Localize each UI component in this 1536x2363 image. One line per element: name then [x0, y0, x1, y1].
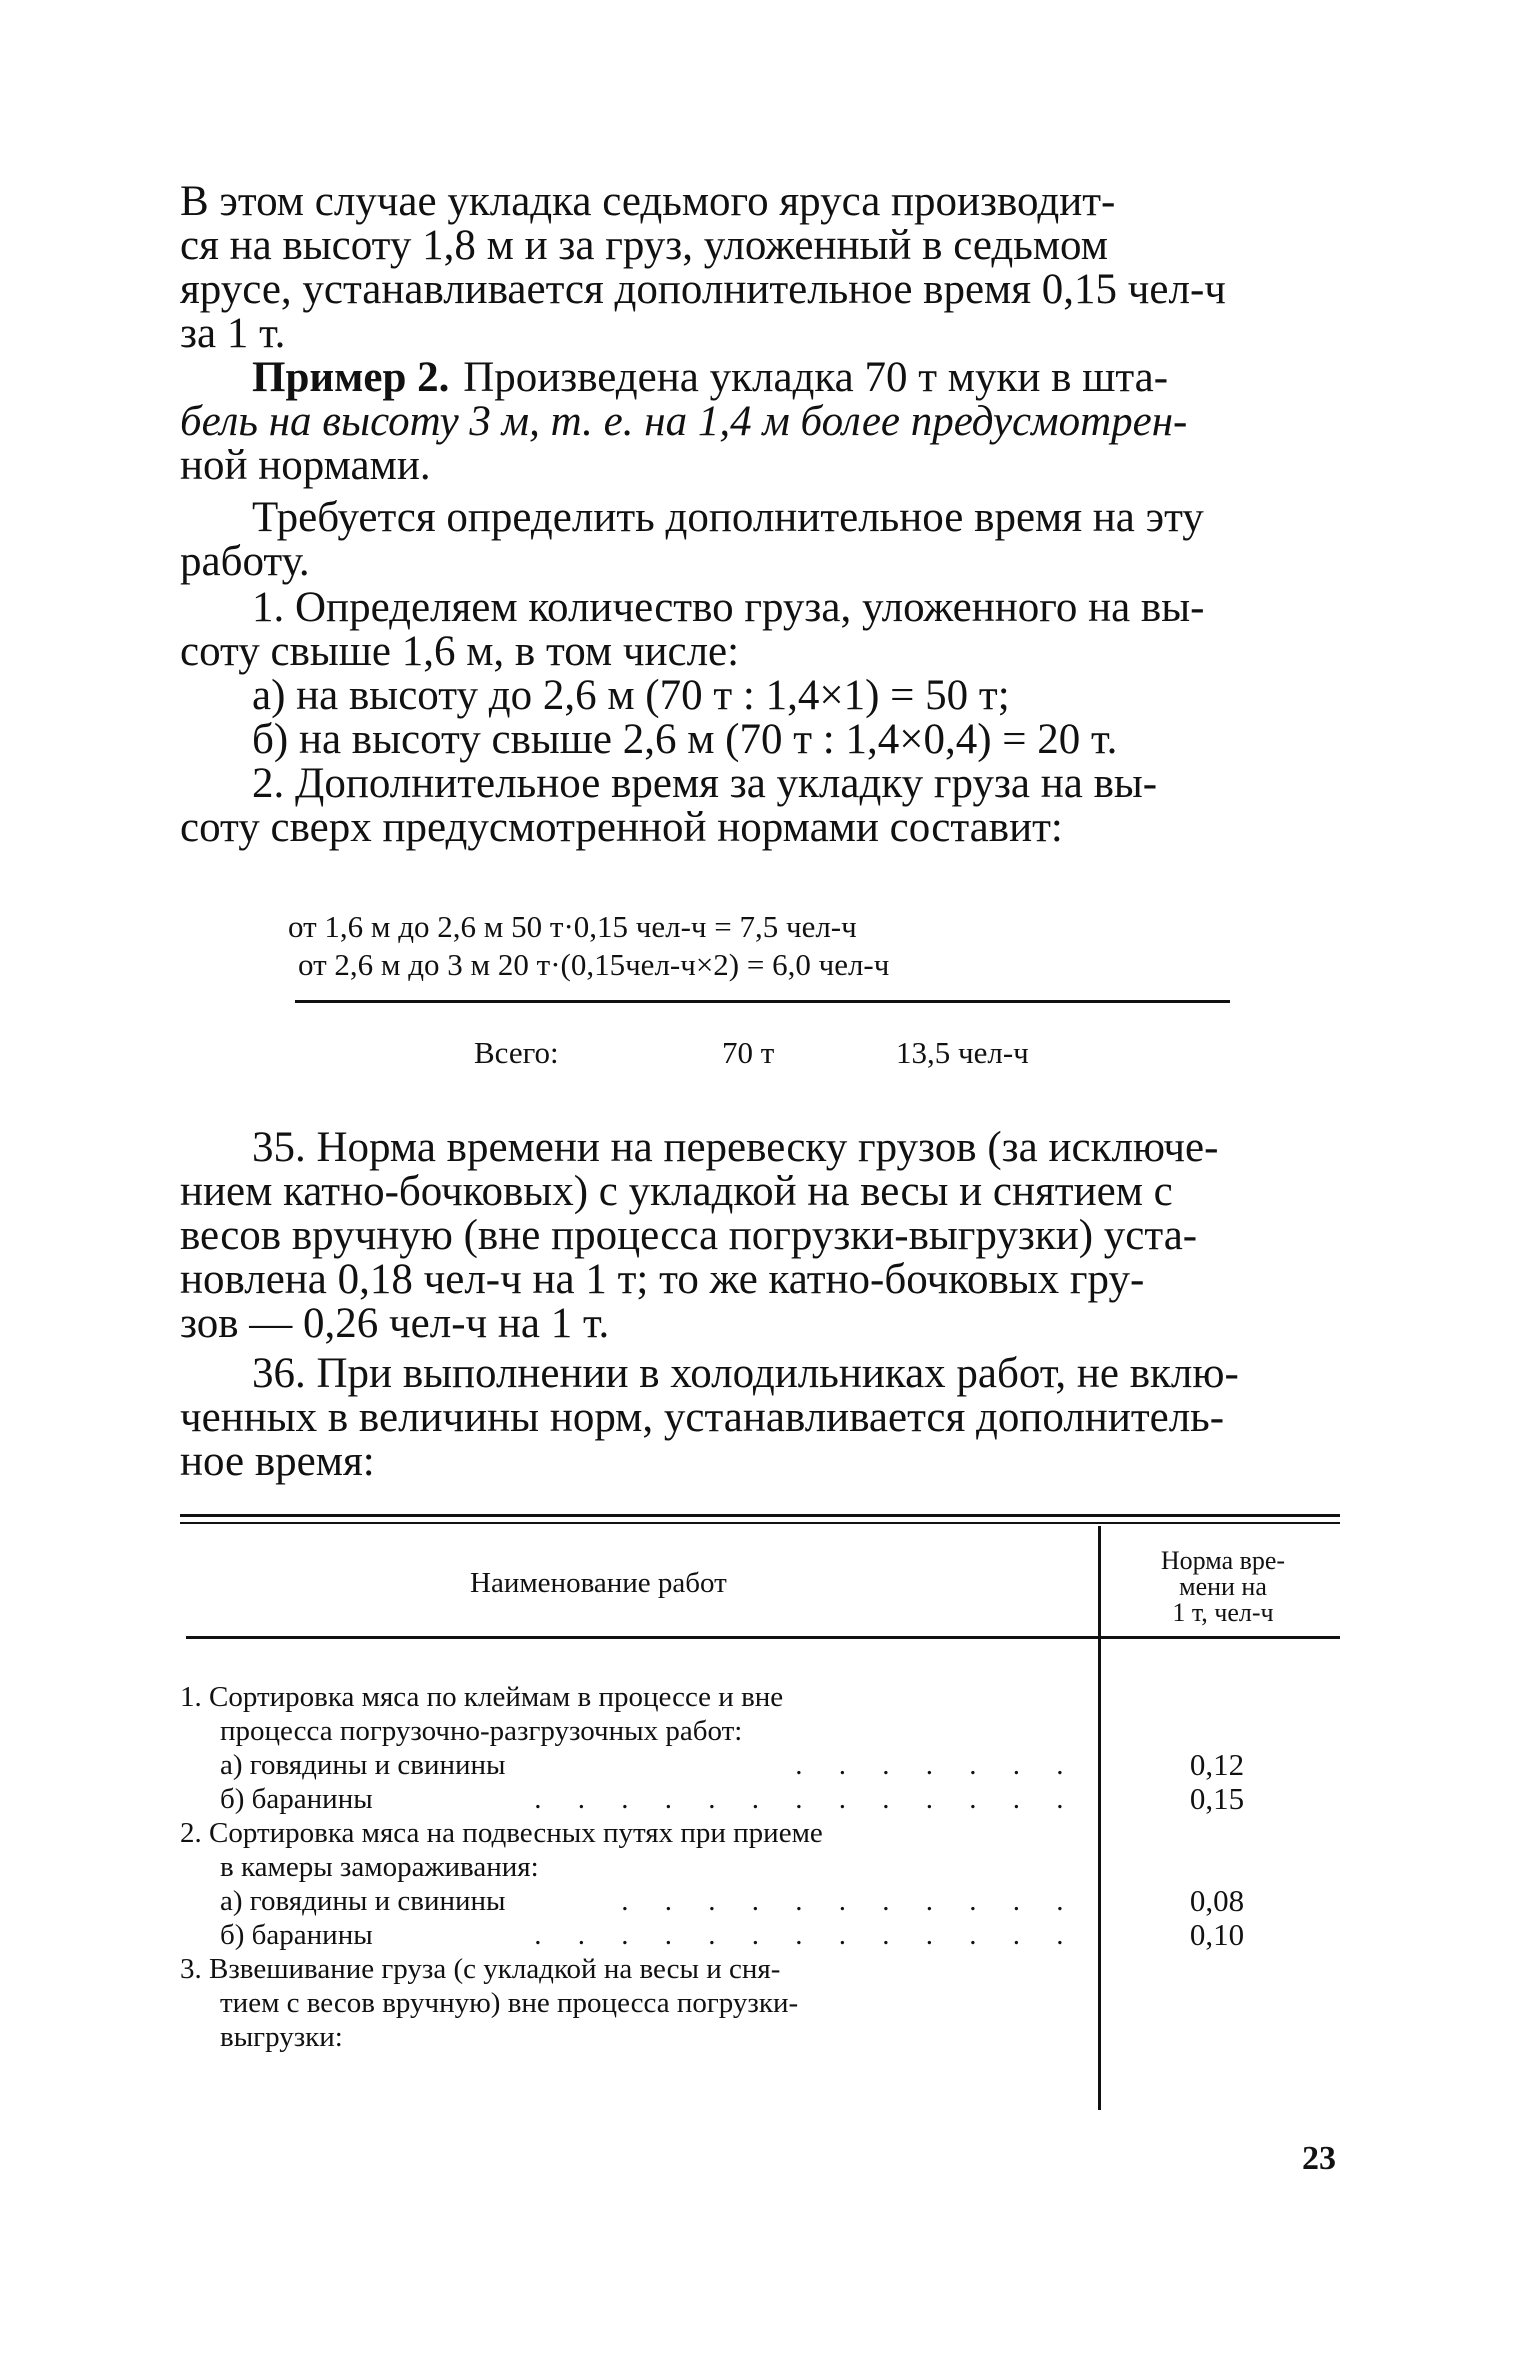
table-row: 1. Сортировка мяса по клеймам в процессе и вне: [180, 1681, 784, 1713]
table-row: а) говядины и свинины . . . . . . .: [220, 1749, 1078, 1781]
text-line: Требуется определить дополнительное время на эту: [252, 494, 1204, 541]
table-row: процесса погрузочно-разгрузочных работ:: [220, 1715, 743, 1747]
text-line: ченных в величины норм, устанавливается дополнитель-: [180, 1394, 1225, 1441]
norm-value: 0,08: [1189, 1883, 1245, 1918]
text-line: ной нормами.: [180, 442, 431, 489]
calc-line-2: от 2,6 м до 3 м 20 т·(0,15чел-ч×2) = 6,0 чел-ч: [298, 947, 890, 982]
table-top-rule: [180, 1514, 1340, 1517]
column-header-norm: Норма вре- мени на 1 т, чел-ч: [1160, 1546, 1286, 1627]
table-row: а) говядины и свинины . . . . . . . . . . .: [220, 1885, 1078, 1917]
table-row: в камеры замораживания:: [220, 1851, 539, 1883]
total-weight: 70 т: [722, 1035, 775, 1070]
step-line: б) на высоту свыше 2,6 м (70 т : 1,4×0,4) = 20 т.: [252, 716, 1118, 763]
example-heading-line: Пример 2. Произведена укладка 70 т муки в шта-: [252, 354, 1169, 401]
text-line: В этом случае укладка седьмого яруса производит-: [180, 178, 1116, 225]
text-line: ное время:: [180, 1438, 375, 1485]
step-line: 2. Дополнительное время за укладку груза на вы-: [252, 760, 1158, 807]
text-line: 36. При выполнении в холодильниках работ, не вклю-: [252, 1350, 1239, 1397]
norm-value: 0,12: [1189, 1747, 1245, 1782]
total-time: 13,5 чел-ч: [896, 1035, 1029, 1070]
text-line: весов вручную (вне процесса погрузки-выгрузки) уста-: [180, 1212, 1198, 1259]
text-line: 35. Норма времени на перевеску грузов (за исключе-: [252, 1124, 1219, 1171]
column-header-works: Наименование работ: [470, 1567, 727, 1599]
table-header-rule: [186, 1636, 1340, 1639]
text-line: зов — 0,26 чел-ч на 1 т.: [180, 1300, 610, 1347]
table-row: 2. Сортировка мяса на подвесных путях при приеме: [180, 1817, 823, 1849]
calc-line-1: от 1,6 м до 2,6 м 50 т·0,15 чел-ч = 7,5 чел-ч: [288, 909, 857, 944]
total-label: Всего:: [474, 1035, 559, 1070]
norm-value: 0,15: [1189, 1781, 1245, 1816]
text-line: нием катно-бочковых) с укладкой на весы и снятием с: [180, 1168, 1173, 1215]
text-line: работу.: [180, 538, 310, 585]
text-line: ся на высоту 1,8 м и за груз, уложенный в седьмом: [180, 222, 1108, 269]
text-line: за 1 т.: [180, 310, 286, 357]
step-line: соту сверх предусмотренной нормами составит:: [180, 804, 1063, 851]
table-row: тием с весов вручную) вне процесса погрузки-: [220, 1987, 799, 2019]
table-row: б) баранины . . . . . . . . . . . . .: [220, 1919, 1078, 1951]
table-row: выгрузки:: [220, 2021, 343, 2053]
text-line: ярусе, устанавливается дополнительное время 0,15 чел-ч: [180, 266, 1226, 313]
example-heading: Пример 2.: [252, 354, 450, 401]
table-top-rule-2: [180, 1522, 1340, 1524]
step-line: 1. Определяем количество груза, уложенного на вы-: [252, 584, 1205, 631]
step-line: а) на высоту до 2,6 м (70 т : 1,4×1) = 50 т;: [252, 672, 1010, 719]
text-line: бель на высоту 3 м, т. е. на 1,4 м более предусмотрен-: [180, 398, 1188, 445]
norm-value: 0,10: [1189, 1917, 1245, 1952]
table-row: 3. Взвешивание груза (с укладкой на весы и сня-: [180, 1953, 781, 1985]
table-row: б) баранины . . . . . . . . . . . . .: [220, 1783, 1078, 1815]
text-line: новлена 0,18 чел-ч на 1 т; то же катно-бочковых гру-: [180, 1256, 1145, 1303]
table-column-divider: [1098, 1526, 1101, 2110]
step-line: соту свыше 1,6 м, в том числе:: [180, 628, 740, 675]
calc-divider: [295, 1000, 1230, 1003]
page-number: 23: [1302, 2140, 1336, 2177]
